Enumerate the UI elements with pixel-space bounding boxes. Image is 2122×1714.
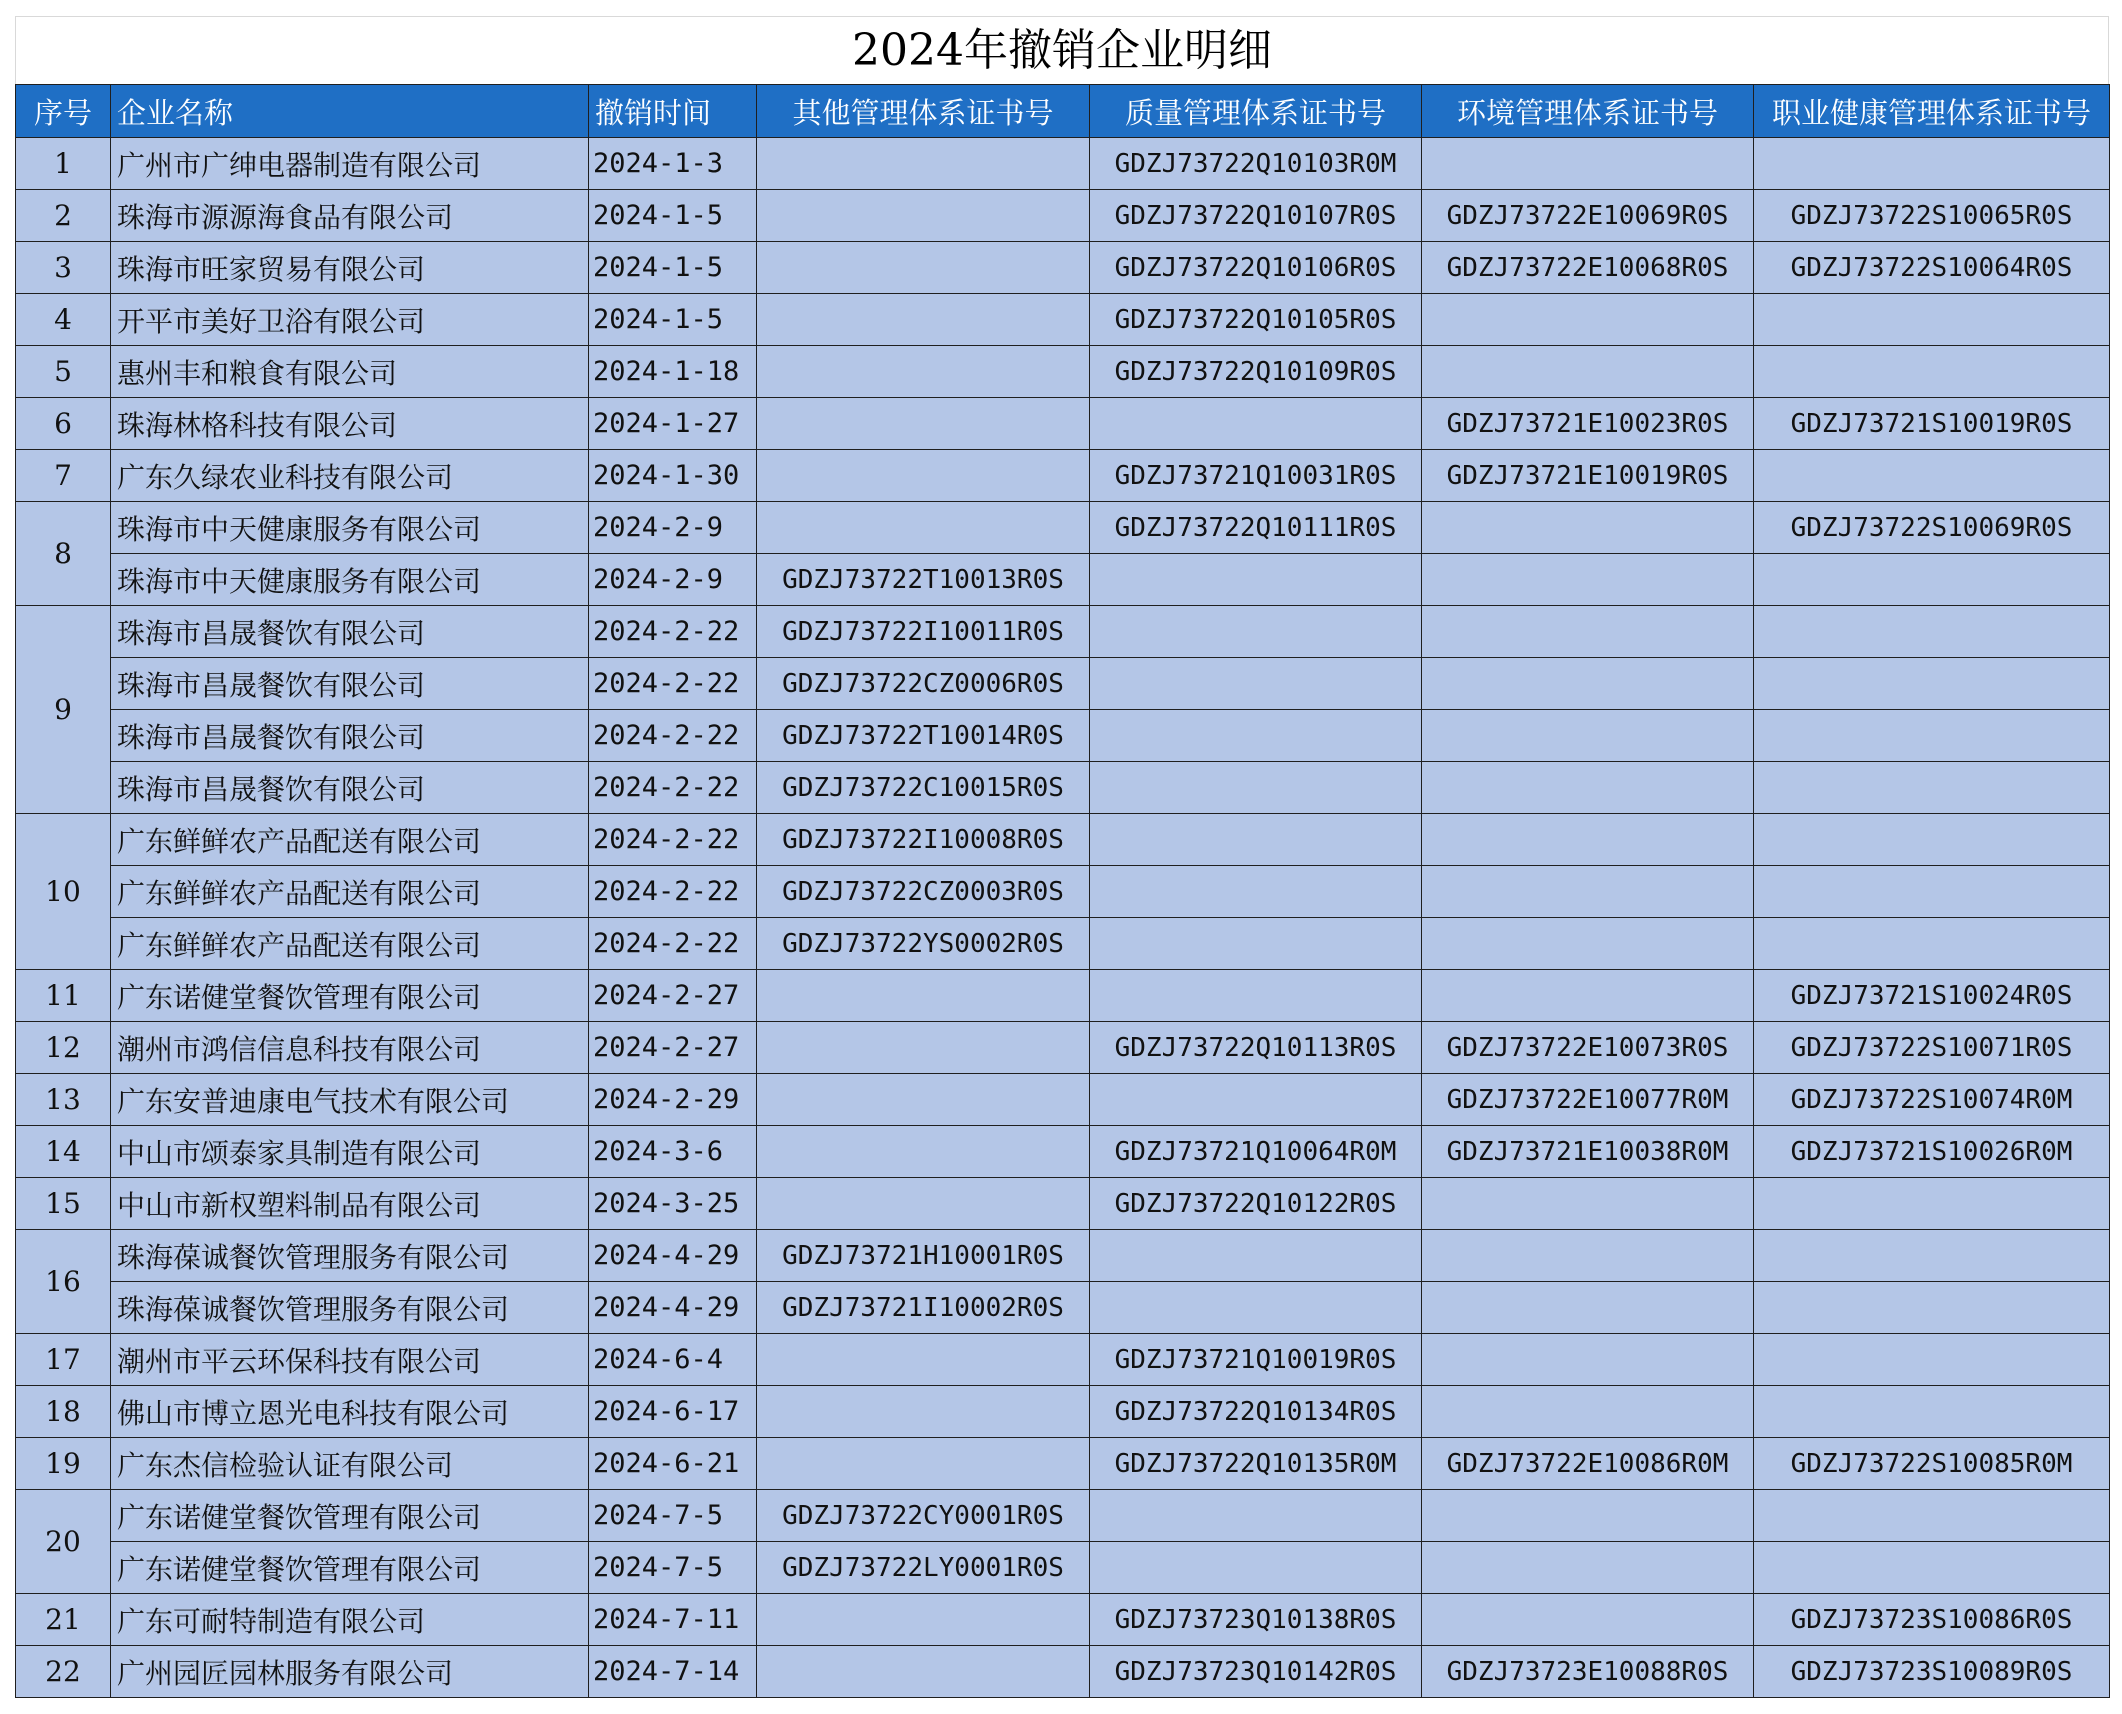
- cell-other-cert[interactable]: [757, 1438, 1090, 1490]
- cell-ohs-cert[interactable]: [1754, 554, 2110, 606]
- cell-other-cert[interactable]: [757, 1334, 1090, 1386]
- cell-revoke-date[interactable]: 2024-7-14: [589, 1646, 757, 1698]
- cell-env-cert[interactable]: [1422, 1594, 1754, 1646]
- cell-company-name[interactable]: 佛山市博立恩光电科技有限公司: [111, 1386, 589, 1438]
- cell-other-cert[interactable]: GDZJ73722C10015R0S: [757, 762, 1090, 814]
- cell-env-cert[interactable]: GDZJ73721E10019R0S: [1422, 450, 1754, 502]
- cell-ohs-cert[interactable]: GDZJ73723S10086R0S: [1754, 1594, 2110, 1646]
- cell-quality-cert[interactable]: [1090, 1282, 1422, 1334]
- cell-revoke-date[interactable]: 2024-2-22: [589, 866, 757, 918]
- cell-ohs-cert[interactable]: [1754, 762, 2110, 814]
- cell-other-cert[interactable]: [757, 450, 1090, 502]
- cell-quality-cert[interactable]: [1090, 1074, 1422, 1126]
- cell-ohs-cert[interactable]: [1754, 1542, 2110, 1594]
- cell-quality-cert[interactable]: [1090, 866, 1422, 918]
- cell-ohs-cert[interactable]: [1754, 606, 2110, 658]
- cell-other-cert[interactable]: [757, 1126, 1090, 1178]
- cell-company-name[interactable]: 广东久绿农业科技有限公司: [111, 450, 589, 502]
- cell-quality-cert[interactable]: GDZJ73722Q10113R0S: [1090, 1022, 1422, 1074]
- cell-revoke-date[interactable]: 2024-3-6: [589, 1126, 757, 1178]
- cell-serial-no[interactable]: 10: [16, 814, 111, 970]
- cell-serial-no[interactable]: 7: [16, 450, 111, 502]
- cell-other-cert[interactable]: [757, 398, 1090, 450]
- cell-company-name[interactable]: 广东诺健堂餐饮管理有限公司: [111, 1490, 589, 1542]
- cell-quality-cert[interactable]: [1090, 970, 1422, 1022]
- cell-quality-cert[interactable]: GDZJ73722Q10105R0S: [1090, 294, 1422, 346]
- cell-quality-cert[interactable]: [1090, 918, 1422, 970]
- cell-env-cert[interactable]: [1422, 658, 1754, 710]
- cell-other-cert[interactable]: [757, 190, 1090, 242]
- cell-quality-cert[interactable]: [1090, 1230, 1422, 1282]
- cell-company-name[interactable]: 广州市广绅电器制造有限公司: [111, 138, 589, 190]
- cell-other-cert[interactable]: GDZJ73722T10013R0S: [757, 554, 1090, 606]
- cell-serial-no[interactable]: 15: [16, 1178, 111, 1230]
- cell-company-name[interactable]: 珠海市中天健康服务有限公司: [111, 554, 589, 606]
- cell-env-cert[interactable]: [1422, 606, 1754, 658]
- cell-ohs-cert[interactable]: GDZJ73723S10089R0S: [1754, 1646, 2110, 1698]
- table-row: [16, 1334, 2110, 1386]
- table-row: [16, 398, 2110, 450]
- cell-other-cert[interactable]: [757, 970, 1090, 1022]
- cell-env-cert[interactable]: [1422, 970, 1754, 1022]
- cell-ohs-cert[interactable]: [1754, 1386, 2110, 1438]
- cell-serial-no[interactable]: 8: [16, 502, 111, 606]
- sheet-title: 2024年撤销企业明细: [15, 16, 2109, 84]
- cell-ohs-cert[interactable]: [1754, 814, 2110, 866]
- cell-other-cert[interactable]: GDZJ73722LY0001R0S: [757, 1542, 1090, 1594]
- cell-env-cert[interactable]: [1422, 502, 1754, 554]
- table-row: [16, 1230, 2110, 1282]
- cell-revoke-date[interactable]: 2024-1-27: [589, 398, 757, 450]
- cell-other-cert[interactable]: GDZJ73722CZ0003R0S: [757, 866, 1090, 918]
- cell-quality-cert[interactable]: GDZJ73722Q10107R0S: [1090, 190, 1422, 242]
- header-quality-cert[interactable]: 质量管理体系证书号: [1090, 85, 1422, 138]
- cell-revoke-date[interactable]: 2024-7-5: [589, 1542, 757, 1594]
- cell-quality-cert[interactable]: GDZJ73722Q10135R0M: [1090, 1438, 1422, 1490]
- table-row: [16, 1490, 2110, 1542]
- cell-ohs-cert[interactable]: GDZJ73722S10071R0S: [1754, 1022, 2110, 1074]
- cell-quality-cert[interactable]: GDZJ73722Q10109R0S: [1090, 346, 1422, 398]
- cell-ohs-cert[interactable]: [1754, 1282, 2110, 1334]
- table-row: [16, 242, 2110, 294]
- cell-env-cert[interactable]: GDZJ73721E10038R0M: [1422, 1126, 1754, 1178]
- cell-other-cert[interactable]: GDZJ73722I10011R0S: [757, 606, 1090, 658]
- cell-serial-no[interactable]: 18: [16, 1386, 111, 1438]
- cell-company-name[interactable]: 珠海市昌晟餐饮有限公司: [111, 710, 589, 762]
- cell-quality-cert[interactable]: [1090, 762, 1422, 814]
- cell-other-cert[interactable]: GDZJ73722I10008R0S: [757, 814, 1090, 866]
- cell-company-name[interactable]: 广东鲜鲜农产品配送有限公司: [111, 866, 589, 918]
- cell-revoke-date[interactable]: 2024-2-22: [589, 762, 757, 814]
- header-name[interactable]: 企业名称: [111, 85, 589, 138]
- cell-company-name[interactable]: 广东杰信检验认证有限公司: [111, 1438, 589, 1490]
- cell-env-cert[interactable]: [1422, 1542, 1754, 1594]
- cell-company-name[interactable]: 惠州丰和粮食有限公司: [111, 346, 589, 398]
- cell-company-name[interactable]: 中山市新权塑料制品有限公司: [111, 1178, 589, 1230]
- cell-revoke-date[interactable]: 2024-1-5: [589, 190, 757, 242]
- cell-revoke-date[interactable]: 2024-3-25: [589, 1178, 757, 1230]
- cell-serial-no[interactable]: 6: [16, 398, 111, 450]
- table-row: [16, 710, 2110, 762]
- cell-company-name[interactable]: 珠海林格科技有限公司: [111, 398, 589, 450]
- cell-company-name[interactable]: 广东安普迪康电气技术有限公司: [111, 1074, 589, 1126]
- cell-serial-no[interactable]: 9: [16, 606, 111, 814]
- cell-ohs-cert[interactable]: [1754, 658, 2110, 710]
- cell-quality-cert[interactable]: [1090, 814, 1422, 866]
- cell-revoke-date[interactable]: 2024-2-27: [589, 1022, 757, 1074]
- cell-env-cert[interactable]: [1422, 814, 1754, 866]
- cell-company-name[interactable]: 广东诺健堂餐饮管理有限公司: [111, 1542, 589, 1594]
- cell-quality-cert[interactable]: GDZJ73722Q10134R0S: [1090, 1386, 1422, 1438]
- cell-env-cert[interactable]: GDZJ73723E10088R0S: [1422, 1646, 1754, 1698]
- cell-revoke-date[interactable]: 2024-2-27: [589, 970, 757, 1022]
- cell-ohs-cert[interactable]: GDZJ73722S10085R0M: [1754, 1438, 2110, 1490]
- table-row: [16, 1594, 2110, 1646]
- cell-env-cert[interactable]: [1422, 1230, 1754, 1282]
- cell-ohs-cert[interactable]: [1754, 294, 2110, 346]
- cell-company-name[interactable]: 潮州市平云环保科技有限公司: [111, 1334, 589, 1386]
- cell-ohs-cert[interactable]: [1754, 138, 2110, 190]
- cell-env-cert[interactable]: [1422, 1282, 1754, 1334]
- cell-other-cert[interactable]: [757, 1646, 1090, 1698]
- cell-serial-no[interactable]: 11: [16, 970, 111, 1022]
- cell-other-cert[interactable]: [757, 1178, 1090, 1230]
- table-row: [16, 970, 2110, 1022]
- cell-ohs-cert[interactable]: [1754, 710, 2110, 762]
- cell-serial-no[interactable]: 22: [16, 1646, 111, 1698]
- cell-env-cert[interactable]: [1422, 1386, 1754, 1438]
- table-row: [16, 814, 2110, 866]
- cell-quality-cert[interactable]: [1090, 554, 1422, 606]
- cell-revoke-date[interactable]: 2024-2-22: [589, 658, 757, 710]
- header-ohs-cert[interactable]: 职业健康管理体系证书号: [1754, 85, 2110, 138]
- cell-revoke-date[interactable]: 2024-6-17: [589, 1386, 757, 1438]
- table-row: [16, 658, 2110, 710]
- table-body: [16, 138, 2110, 1698]
- cell-ohs-cert[interactable]: [1754, 450, 2110, 502]
- cell-serial-no[interactable]: 5: [16, 346, 111, 398]
- table-row: [16, 450, 2110, 502]
- cell-revoke-date[interactable]: 2024-1-30: [589, 450, 757, 502]
- cell-revoke-date[interactable]: 2024-4-29: [589, 1282, 757, 1334]
- cell-serial-no[interactable]: 2: [16, 190, 111, 242]
- cell-serial-no[interactable]: 17: [16, 1334, 111, 1386]
- cell-revoke-date[interactable]: 2024-2-9: [589, 502, 757, 554]
- spreadsheet: [15, 16, 2109, 1698]
- cell-ohs-cert[interactable]: [1754, 1230, 2110, 1282]
- cell-env-cert[interactable]: [1422, 138, 1754, 190]
- table-row: [16, 294, 2110, 346]
- cell-company-name[interactable]: 潮州市鸿信信息科技有限公司: [111, 1022, 589, 1074]
- cell-serial-no[interactable]: 21: [16, 1594, 111, 1646]
- cell-serial-no[interactable]: 12: [16, 1022, 111, 1074]
- cell-revoke-date[interactable]: 2024-6-4: [589, 1334, 757, 1386]
- cell-company-name[interactable]: 广东鲜鲜农产品配送有限公司: [111, 814, 589, 866]
- cell-ohs-cert[interactable]: GDZJ73721S10019R0S: [1754, 398, 2110, 450]
- table-row: [16, 762, 2110, 814]
- cell-serial-no[interactable]: 1: [16, 138, 111, 190]
- cell-serial-no[interactable]: 16: [16, 1230, 111, 1334]
- cell-quality-cert[interactable]: [1090, 1542, 1422, 1594]
- cell-revoke-date[interactable]: 2024-2-22: [589, 606, 757, 658]
- table-row: [16, 1178, 2110, 1230]
- cell-revoke-date[interactable]: 2024-7-11: [589, 1594, 757, 1646]
- table-row: [16, 918, 2110, 970]
- cell-env-cert[interactable]: GDZJ73722E10086R0M: [1422, 1438, 1754, 1490]
- cell-company-name[interactable]: 珠海市昌晟餐饮有限公司: [111, 658, 589, 710]
- cell-env-cert[interactable]: GDZJ73722E10068R0S: [1422, 242, 1754, 294]
- table-row: [16, 1126, 2110, 1178]
- cell-quality-cert[interactable]: GDZJ73721Q10019R0S: [1090, 1334, 1422, 1386]
- cell-company-name[interactable]: 广州园匠园林服务有限公司: [111, 1646, 589, 1698]
- cell-quality-cert[interactable]: [1090, 1490, 1422, 1542]
- cell-env-cert[interactable]: [1422, 762, 1754, 814]
- cell-other-cert[interactable]: GDZJ73722T10014R0S: [757, 710, 1090, 762]
- cell-other-cert[interactable]: [757, 242, 1090, 294]
- table-row: [16, 346, 2110, 398]
- cell-other-cert[interactable]: GDZJ73721H10001R0S: [757, 1230, 1090, 1282]
- cell-revoke-date[interactable]: 2024-7-5: [589, 1490, 757, 1542]
- cell-env-cert[interactable]: [1422, 866, 1754, 918]
- cell-revoke-date[interactable]: 2024-2-22: [589, 918, 757, 970]
- cell-quality-cert[interactable]: [1090, 710, 1422, 762]
- cell-serial-no[interactable]: 14: [16, 1126, 111, 1178]
- header-row: [16, 85, 2110, 138]
- table-row: [16, 1438, 2110, 1490]
- cell-other-cert[interactable]: [757, 138, 1090, 190]
- table-row: [16, 1022, 2110, 1074]
- cell-quality-cert[interactable]: [1090, 658, 1422, 710]
- table-row: [16, 866, 2110, 918]
- cell-env-cert[interactable]: GDZJ73722E10073R0S: [1422, 1022, 1754, 1074]
- header-env-cert[interactable]: 环境管理体系证书号: [1422, 85, 1754, 138]
- cell-ohs-cert[interactable]: [1754, 1334, 2110, 1386]
- table-row: [16, 1646, 2110, 1698]
- table-row: [16, 138, 2110, 190]
- cell-revoke-date[interactable]: 2024-1-3: [589, 138, 757, 190]
- cell-company-name[interactable]: 珠海市中天健康服务有限公司: [111, 502, 589, 554]
- cell-revoke-date[interactable]: 2024-6-21: [589, 1438, 757, 1490]
- cell-ohs-cert[interactable]: GDZJ73722S10069R0S: [1754, 502, 2110, 554]
- cell-quality-cert[interactable]: GDZJ73722Q10111R0S: [1090, 502, 1422, 554]
- cell-company-name[interactable]: 广东可耐特制造有限公司: [111, 1594, 589, 1646]
- cell-env-cert[interactable]: [1422, 1334, 1754, 1386]
- cell-ohs-cert[interactable]: GDZJ73722S10065R0S: [1754, 190, 2110, 242]
- cell-other-cert[interactable]: [757, 294, 1090, 346]
- cell-ohs-cert[interactable]: GDZJ73722S10064R0S: [1754, 242, 2110, 294]
- cell-env-cert[interactable]: [1422, 294, 1754, 346]
- cell-ohs-cert[interactable]: [1754, 1490, 2110, 1542]
- cell-quality-cert[interactable]: GDZJ73723Q10142R0S: [1090, 1646, 1422, 1698]
- cell-company-name[interactable]: 中山市颂泰家具制造有限公司: [111, 1126, 589, 1178]
- cell-revoke-date[interactable]: 2024-2-29: [589, 1074, 757, 1126]
- cell-revoke-date[interactable]: 2024-2-9: [589, 554, 757, 606]
- cell-serial-no[interactable]: 4: [16, 294, 111, 346]
- header-no[interactable]: 序号: [16, 85, 111, 138]
- cell-ohs-cert[interactable]: [1754, 346, 2110, 398]
- cell-revoke-date[interactable]: 2024-1-5: [589, 294, 757, 346]
- header-date[interactable]: 撤销时间: [589, 85, 757, 138]
- cell-quality-cert[interactable]: [1090, 606, 1422, 658]
- cell-other-cert[interactable]: [757, 1594, 1090, 1646]
- cell-revoke-date[interactable]: 2024-4-29: [589, 1230, 757, 1282]
- cell-env-cert[interactable]: [1422, 554, 1754, 606]
- cell-env-cert[interactable]: GDZJ73721E10023R0S: [1422, 398, 1754, 450]
- cell-company-name[interactable]: 广东鲜鲜农产品配送有限公司: [111, 918, 589, 970]
- revoked-companies-table: [15, 84, 2110, 1698]
- cell-serial-no[interactable]: 13: [16, 1074, 111, 1126]
- table-row: [16, 1074, 2110, 1126]
- table-row: [16, 1386, 2110, 1438]
- cell-env-cert[interactable]: GDZJ73722E10077R0M: [1422, 1074, 1754, 1126]
- cell-serial-no[interactable]: 19: [16, 1438, 111, 1490]
- table-row: [16, 1542, 2110, 1594]
- cell-ohs-cert[interactable]: [1754, 1178, 2110, 1230]
- cell-company-name[interactable]: 开平市美好卫浴有限公司: [111, 294, 589, 346]
- cell-env-cert[interactable]: [1422, 346, 1754, 398]
- table-row: [16, 502, 2110, 554]
- cell-env-cert[interactable]: [1422, 1178, 1754, 1230]
- table-row: [16, 190, 2110, 242]
- cell-quality-cert[interactable]: GDZJ73722Q10106R0S: [1090, 242, 1422, 294]
- cell-quality-cert[interactable]: GDZJ73723Q10138R0S: [1090, 1594, 1422, 1646]
- cell-env-cert[interactable]: [1422, 1490, 1754, 1542]
- cell-serial-no[interactable]: 3: [16, 242, 111, 294]
- cell-other-cert[interactable]: [757, 1074, 1090, 1126]
- cell-revoke-date[interactable]: 2024-2-22: [589, 710, 757, 762]
- cell-quality-cert[interactable]: GDZJ73721Q10064R0M: [1090, 1126, 1422, 1178]
- cell-other-cert[interactable]: [757, 502, 1090, 554]
- cell-company-name[interactable]: 珠海葆诚餐饮管理服务有限公司: [111, 1282, 589, 1334]
- cell-other-cert[interactable]: [757, 1386, 1090, 1438]
- cell-revoke-date[interactable]: 2024-1-5: [589, 242, 757, 294]
- cell-env-cert[interactable]: [1422, 918, 1754, 970]
- cell-ohs-cert[interactable]: [1754, 918, 2110, 970]
- cell-company-name[interactable]: 珠海市源源海食品有限公司: [111, 190, 589, 242]
- table-row: [16, 606, 2110, 658]
- cell-other-cert[interactable]: [757, 1022, 1090, 1074]
- cell-quality-cert[interactable]: GDZJ73721Q10031R0S: [1090, 450, 1422, 502]
- cell-other-cert[interactable]: GDZJ73722YS0002R0S: [757, 918, 1090, 970]
- header-other-cert[interactable]: 其他管理体系证书号: [757, 85, 1090, 138]
- cell-ohs-cert[interactable]: GDZJ73721S10026R0M: [1754, 1126, 2110, 1178]
- cell-company-name[interactable]: 广东诺健堂餐饮管理有限公司: [111, 970, 589, 1022]
- cell-revoke-date[interactable]: 2024-1-18: [589, 346, 757, 398]
- cell-quality-cert[interactable]: GDZJ73722Q10122R0S: [1090, 1178, 1422, 1230]
- cell-quality-cert[interactable]: GDZJ73722Q10103R0M: [1090, 138, 1422, 190]
- cell-company-name[interactable]: 珠海市旺家贸易有限公司: [111, 242, 589, 294]
- cell-other-cert[interactable]: [757, 346, 1090, 398]
- cell-ohs-cert[interactable]: GDZJ73721S10024R0S: [1754, 970, 2110, 1022]
- cell-company-name[interactable]: 珠海市昌晟餐饮有限公司: [111, 606, 589, 658]
- cell-revoke-date[interactable]: 2024-2-22: [589, 814, 757, 866]
- table-row: [16, 1282, 2110, 1334]
- cell-ohs-cert[interactable]: GDZJ73722S10074R0M: [1754, 1074, 2110, 1126]
- cell-quality-cert[interactable]: [1090, 398, 1422, 450]
- cell-serial-no[interactable]: 20: [16, 1490, 111, 1594]
- cell-other-cert[interactable]: GDZJ73721I10002R0S: [757, 1282, 1090, 1334]
- cell-env-cert[interactable]: GDZJ73722E10069R0S: [1422, 190, 1754, 242]
- cell-other-cert[interactable]: GDZJ73722CZ0006R0S: [757, 658, 1090, 710]
- cell-env-cert[interactable]: [1422, 710, 1754, 762]
- cell-company-name[interactable]: 珠海葆诚餐饮管理服务有限公司: [111, 1230, 589, 1282]
- table-row: [16, 554, 2110, 606]
- cell-ohs-cert[interactable]: [1754, 866, 2110, 918]
- cell-other-cert[interactable]: GDZJ73722CY0001R0S: [757, 1490, 1090, 1542]
- cell-company-name[interactable]: 珠海市昌晟餐饮有限公司: [111, 762, 589, 814]
